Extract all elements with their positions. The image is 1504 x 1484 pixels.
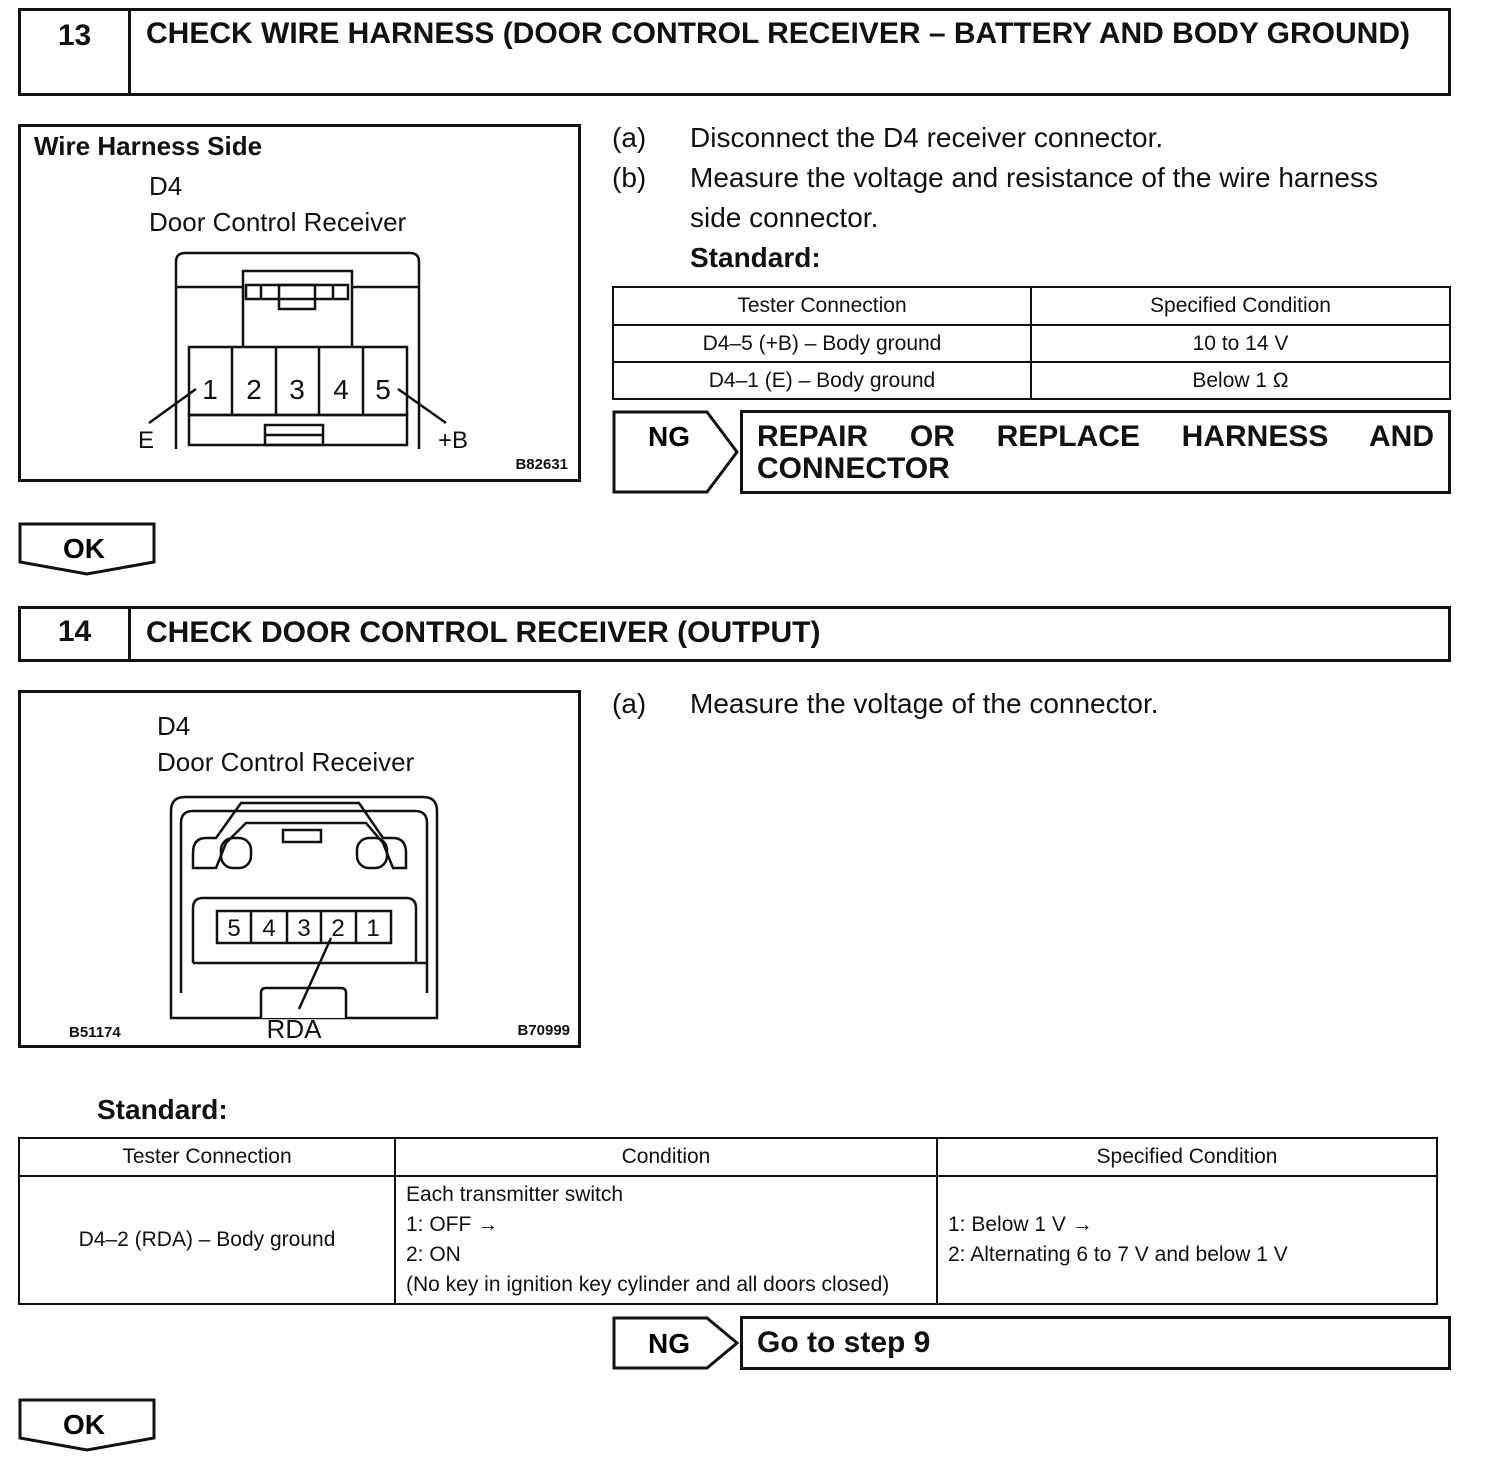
- pin-2: 2: [246, 374, 262, 405]
- pin-3: 3: [289, 374, 305, 405]
- standard-table-14: [18, 1137, 1438, 1305]
- pin-5: 5: [227, 915, 241, 942]
- connector-code: D4: [149, 171, 183, 201]
- condition-line: 2: ON: [406, 1243, 461, 1266]
- step-b-text-line2: side connector.: [690, 202, 879, 233]
- table-cell: 10 to 14 V: [1031, 325, 1450, 362]
- svg-text:NG: NG: [648, 1328, 690, 1359]
- table-cell-condition: [395, 1176, 937, 1304]
- step-a-marker: (a): [612, 688, 647, 719]
- ng-arrow-14: [612, 1316, 742, 1370]
- standard-label: Standard:: [690, 242, 821, 273]
- figure-heading: Wire Harness Side: [34, 131, 263, 161]
- svg-text:OK: OK: [63, 533, 105, 564]
- standard-label: Standard:: [97, 1094, 228, 1125]
- table-header: Condition: [395, 1138, 937, 1176]
- pin-1: 1: [366, 915, 380, 942]
- label-e: E: [137, 427, 155, 454]
- ng-action-14: [740, 1316, 1451, 1370]
- connector-code: D4: [157, 711, 191, 741]
- ng-action-13: [740, 410, 1451, 494]
- ok-arrow-13: [18, 522, 158, 578]
- table-cell: D4–1 (E) – Body ground: [613, 362, 1031, 399]
- table-header: Specified Condition: [937, 1138, 1437, 1176]
- ng-arrow-13: [612, 410, 742, 494]
- step-number: 14: [21, 609, 131, 659]
- table-cell: D4–5 (+B) – Body ground: [613, 325, 1031, 362]
- table-header: Specified Condition: [1031, 287, 1450, 325]
- table-cell: Below 1 Ω: [1031, 362, 1450, 399]
- table-cell-connection: D4–2 (RDA) – Body ground: [19, 1176, 395, 1304]
- pin-3: 3: [297, 915, 311, 942]
- step-title: CHECK DOOR CONTROL RECEIVER (OUTPUT): [146, 616, 821, 649]
- ng-action-line1: REPAIR OR REPLACE HARNESS AND: [757, 420, 1434, 453]
- wire-harness-figure: [18, 124, 581, 482]
- connector-diagram: [21, 127, 578, 479]
- pin-4: 4: [262, 915, 276, 942]
- step-title: CHECK WIRE HARNESS (DOOR CONTROL RECEIVER – BATTERY AND BODY GROUND): [146, 17, 1410, 50]
- step-a-marker: (a): [612, 122, 647, 153]
- pin-4: 4: [333, 374, 349, 405]
- step-13-header: [18, 8, 1451, 96]
- pin-1: 1: [202, 374, 218, 405]
- ok-arrow-14: [18, 1398, 158, 1454]
- step-b-marker: (b): [612, 162, 647, 193]
- label-plus-b: +B: [437, 427, 469, 454]
- figure-id: B82631: [515, 456, 568, 473]
- svg-text:NG: NG: [648, 421, 690, 452]
- ng-action-line2: CONNECTOR: [757, 452, 950, 485]
- connector-diagram: [21, 693, 578, 1045]
- spec-line: 1: Below 1 V →: [948, 1213, 1093, 1236]
- standard-table-13: [612, 286, 1451, 400]
- receiver-output-figure: [18, 690, 581, 1048]
- table-header: Tester Connection: [19, 1138, 395, 1176]
- condition-line: 1: OFF →: [406, 1213, 499, 1236]
- step-a-text: Disconnect the D4 receiver connector.: [690, 122, 1164, 153]
- component-name: Door Control Receiver: [157, 747, 415, 777]
- figure-id-right: B70999: [517, 1022, 570, 1039]
- pin-2: 2: [331, 915, 345, 942]
- component-name: Door Control Receiver: [149, 207, 407, 237]
- table-cell-spec: [937, 1176, 1437, 1304]
- step-a-text: Measure the voltage of the connector.: [690, 688, 1159, 719]
- table-header: Tester Connection: [613, 287, 1031, 325]
- svg-text:OK: OK: [63, 1409, 105, 1440]
- condition-line: Each transmitter switch: [406, 1183, 624, 1206]
- label-rda: RDA: [266, 1014, 322, 1044]
- step-number: 13: [21, 11, 131, 93]
- spec-line: 2: Alternating 6 to 7 V and below 1 V: [948, 1243, 1288, 1266]
- pin-5: 5: [375, 374, 391, 405]
- step-b-text-line1: Measure the voltage and resistance of the wire harness: [690, 162, 1378, 193]
- condition-line: (No key in ignition key cylinder and all doors closed): [406, 1273, 890, 1296]
- figure-id-left: B51174: [69, 1024, 121, 1041]
- step-14-header: [18, 606, 1451, 662]
- ng-action-text: Go to step 9: [757, 1326, 931, 1359]
